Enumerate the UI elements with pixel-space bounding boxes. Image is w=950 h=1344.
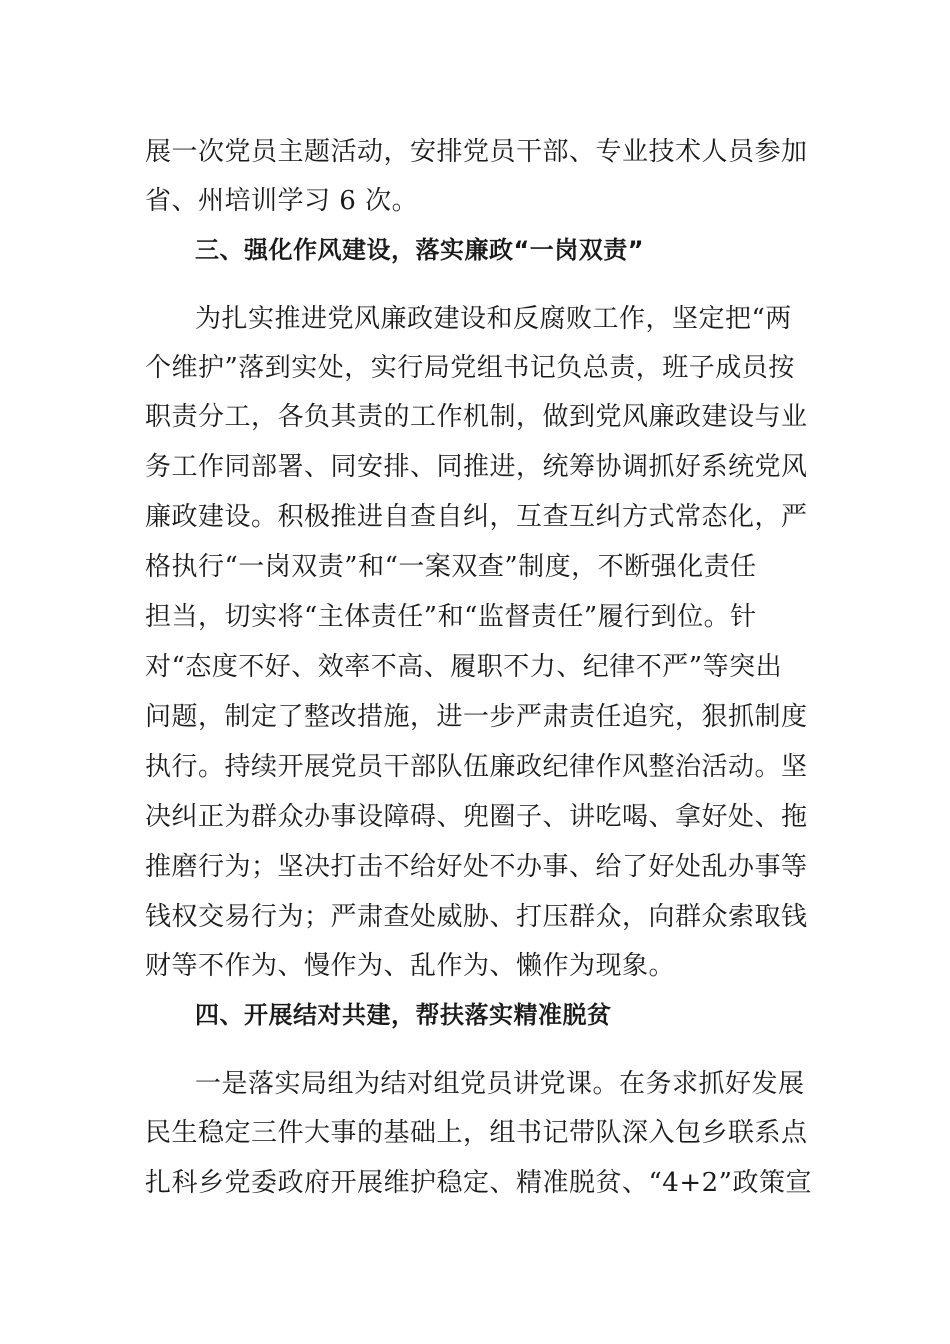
body-text-line: 一是落实局组为结对组党员讲党课。在务求抓好发展 bbox=[195, 1069, 805, 1099]
section-heading-3: 三、强化作风建设，落实廉政“一岗双责” bbox=[195, 236, 645, 264]
body-text-line: 格执行“一岗双责”和“一案双查”制度，不断强化责任 bbox=[145, 552, 757, 582]
body-text-line: 执行。持续开展党员干部队伍廉政纪律作风整治活动。坚 bbox=[145, 752, 808, 782]
body-text-line: 务工作同部署、同安排、同推进，统筹协调抓好系统党风 bbox=[145, 452, 808, 482]
body-text-line: 担当，切实将“主体责任”和“监督责任”履行到位。针 bbox=[145, 602, 757, 632]
body-text-line: 廉政建设。积极推进自查自纠，互查互纠方式常态化，严 bbox=[145, 502, 808, 532]
body-text-line: 扎科乡党委政府开展维护稳定、精准脱贫、“4+2”政策宣 bbox=[145, 1168, 812, 1198]
section-heading-4: 四、开展结对共建，帮扶落实精准脱贫 bbox=[195, 1001, 612, 1029]
body-text-line: 决纠正为群众办事设障碍、兜圈子、讲吃喝、拿好处、拖 bbox=[145, 802, 808, 832]
body-text-line: 钱权交易行为；严肃查处威胁、打压群众，向群众索取钱 bbox=[145, 902, 808, 932]
body-text-line: 财等不作为、慢作为、乱作为、懒作为现象。 bbox=[145, 951, 676, 981]
body-text-line: 问题，制定了整改措施，进一步严肃责任追究，狠抓制度 bbox=[145, 702, 808, 732]
body-text-line: 展一次党员主题活动，安排党员干部、专业技术人员参加 bbox=[145, 137, 808, 167]
body-text-line: 推磨行为；坚决打击不给好处不办事、给了好处乱办事等 bbox=[145, 852, 808, 882]
body-text-line: 个维护”落到实处，实行局党组书记负总责，班子成员按 bbox=[145, 353, 795, 383]
body-text-line: 对“态度不好、效率不高、履职不力、纪律不严”等突出 bbox=[145, 652, 783, 682]
body-text-line: 为扎实推进党风廉政建设和反腐败工作，坚定把“两 bbox=[195, 304, 792, 334]
body-text-line: 省、州培训学习 6 次。 bbox=[145, 186, 419, 216]
body-text-line: 民生稳定三件大事的基础上，组书记带队深入包乡联系点 bbox=[145, 1118, 808, 1148]
body-text-line: 职责分工，各负其责的工作机制，做到党风廉政建设与业 bbox=[145, 402, 808, 432]
